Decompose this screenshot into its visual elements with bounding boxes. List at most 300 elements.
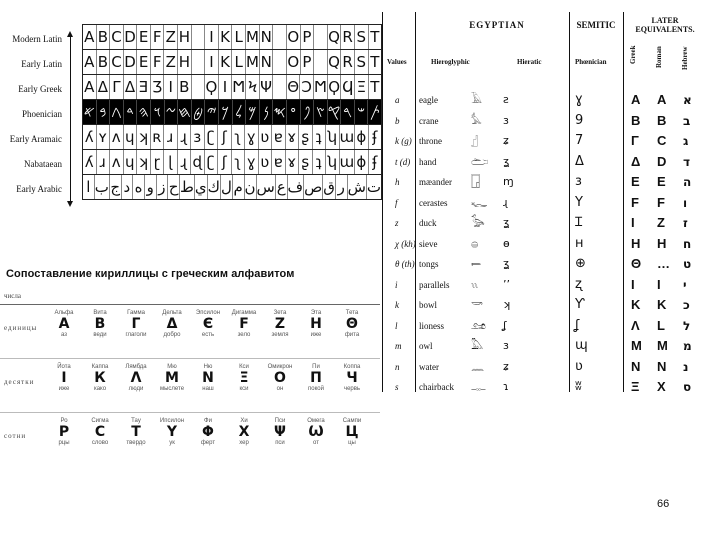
letter-cell: ɸ xyxy=(355,125,369,149)
hieroglyph: 𓐍 xyxy=(471,236,479,250)
letter-glyph: Ч xyxy=(346,370,358,386)
hieratic-sign: ɻ xyxy=(503,195,508,209)
letter-cell xyxy=(262,310,298,339)
letter-cell: T xyxy=(370,53,380,71)
letter-cell: ʋ xyxy=(259,150,273,174)
sign-name: lioness xyxy=(419,320,445,331)
phoenician-letter: ʜ xyxy=(575,235,584,251)
letter-cell: ʋ xyxy=(259,125,273,149)
table-top-rule xyxy=(0,304,380,305)
roman-letter: L xyxy=(657,317,665,333)
letter-cell: Θ xyxy=(287,75,301,99)
hebrew-letter: כ xyxy=(683,298,690,312)
letter-glyph: Т xyxy=(131,424,141,440)
letter-cell: Τ xyxy=(370,78,380,96)
sign-name: eagle xyxy=(419,95,438,105)
letter-cell: I xyxy=(205,50,219,74)
sign-name: crane xyxy=(419,115,439,126)
hieroglyph: 𓅘 xyxy=(471,113,482,127)
hieratic-sign: ƨ xyxy=(503,93,509,106)
hebrew-letter: ח xyxy=(683,236,692,251)
letter-cell: D xyxy=(124,50,138,74)
letter-cell: 𐤓 xyxy=(341,100,355,124)
slavonic-name: ук xyxy=(169,440,175,446)
letter-cell: ح xyxy=(168,175,180,199)
egyptian-row xyxy=(383,152,705,172)
letter-cell: Γ xyxy=(110,75,124,99)
letter-cell: Ϥ xyxy=(341,75,355,99)
letter-cell: ط xyxy=(180,175,195,199)
slavonic-name: пси xyxy=(275,440,285,446)
letter-cell: ك xyxy=(208,175,221,199)
phoenician-letter: Ƴ xyxy=(575,297,585,312)
letter-cell: ʇ xyxy=(313,150,327,174)
egyptian-row xyxy=(383,172,705,192)
slavonic-name: твердо xyxy=(126,440,146,446)
letter-cell: R xyxy=(341,50,355,74)
letter-cell xyxy=(190,364,226,393)
letter-glyph: Δ xyxy=(166,316,178,332)
letter-cell: Ɔ xyxy=(300,75,314,99)
script-row xyxy=(83,50,381,74)
header-hebrew: Hebrew xyxy=(681,46,689,70)
slavonic-name: люди xyxy=(128,386,144,392)
row-divider xyxy=(83,49,381,50)
value: l xyxy=(395,320,398,331)
letter-glyph: С xyxy=(94,424,106,440)
letter-cell xyxy=(314,25,328,49)
value: θ (th) xyxy=(395,259,415,269)
hieroglyph: 𓂧 xyxy=(471,154,489,168)
letter-cell: L xyxy=(232,50,246,74)
letter-cell: ʎ xyxy=(83,150,97,174)
letter-cell: 𐤒 xyxy=(328,100,342,124)
letter-cell: ت xyxy=(366,178,382,196)
letter-cell xyxy=(82,418,118,447)
letter-cell: ن xyxy=(245,175,257,199)
header-values: Values xyxy=(387,58,407,66)
letter-glyph: А xyxy=(58,316,70,332)
letter-glyph: Χ xyxy=(238,424,250,440)
greek-name: Пси xyxy=(274,418,286,424)
letter-cell: Z xyxy=(164,25,178,49)
hieratic-sign: ʞ xyxy=(503,298,511,311)
letter-cell xyxy=(226,310,262,339)
letter-cell: ي xyxy=(195,175,208,199)
letter-cell: ɭ xyxy=(164,150,178,174)
greek-letter: Θ xyxy=(631,256,642,271)
greek-name: Омикрон xyxy=(267,364,293,370)
letter-cell: A xyxy=(83,25,97,49)
egyptian-row xyxy=(383,316,705,336)
hieroglyph: 𓊨 xyxy=(471,134,478,147)
phoenician-letter: ʆ xyxy=(575,317,580,333)
letter-cell xyxy=(226,364,262,393)
letter-cell: ز xyxy=(157,175,169,199)
greek-name: Эта xyxy=(310,310,322,316)
roman-letter: … xyxy=(657,256,670,271)
hieratic-sign: ʼʼ xyxy=(503,277,510,291)
letter-cell: A xyxy=(83,75,97,99)
greek-letter: Β xyxy=(631,112,641,128)
letter-cell: ɥ xyxy=(124,150,138,174)
row-label: десятки xyxy=(4,378,35,386)
slavonic-name: иже xyxy=(58,386,70,392)
letter-cell: 𐤅 xyxy=(151,100,165,124)
greek-name: Альфа xyxy=(54,310,74,316)
letter-cell: F xyxy=(151,25,165,49)
greek-name: Мю xyxy=(167,364,177,370)
egyptian-row xyxy=(383,90,705,110)
letter-cell xyxy=(118,418,154,447)
letter-cell: K xyxy=(219,50,233,74)
letter-cell: F xyxy=(151,50,165,74)
egyptian-row xyxy=(383,357,705,377)
phoenician-letter: ɰ xyxy=(575,338,588,353)
letter-cell xyxy=(46,310,82,339)
slavonic-name: цы xyxy=(348,440,356,446)
letter-cell: Ι xyxy=(219,75,233,99)
script-row xyxy=(83,175,381,199)
letter-cell: ʞ xyxy=(137,125,151,149)
letter-cell: 𐤑 xyxy=(314,100,328,124)
egyptian-row xyxy=(383,275,705,295)
letter-cell: 𐤂 xyxy=(110,100,124,124)
sign-name: duck xyxy=(419,218,437,228)
phoenician-letter: Ɪ xyxy=(575,215,583,230)
letter-cell: ɹ xyxy=(164,125,178,149)
greek-name: Дельта xyxy=(162,310,182,316)
hebrew-letter: ו xyxy=(683,195,688,210)
hebrew-letter: ט xyxy=(683,257,692,271)
hieratic-sign: ʆ xyxy=(503,318,507,332)
letter-glyph: Φ xyxy=(202,424,214,440)
letter-cell: C xyxy=(110,25,124,49)
letter-cell: ه xyxy=(133,175,145,199)
phoenician-letter: ⊕ xyxy=(575,256,586,271)
letter-cell: ʂ xyxy=(299,125,313,149)
egyptian-row xyxy=(383,377,705,397)
letter-cell: N xyxy=(260,50,274,74)
letter-cell: O xyxy=(287,50,301,74)
letter-cell: ɜ xyxy=(191,125,205,149)
letter-glyph: Ξ xyxy=(239,370,249,386)
greek-name: Ипсилон xyxy=(159,418,185,424)
letter-cell: 𐤏 xyxy=(287,100,301,124)
letter-cell xyxy=(192,50,206,74)
header-later-equivalents: LATER EQUIVALENTS. xyxy=(635,16,695,34)
alphabet-evolution-labels xyxy=(0,14,80,194)
letter-cell: ɯ xyxy=(340,150,356,174)
greek-name: Сампи xyxy=(342,418,362,424)
slavonic-name: како xyxy=(93,386,107,392)
letter-cell: E xyxy=(137,25,151,49)
letter-cell: O xyxy=(287,25,301,49)
letter-cell xyxy=(46,418,82,447)
slavonic-name: ферт xyxy=(200,440,216,446)
greek-name: Ро xyxy=(60,418,68,424)
caption-text: Сопоставление кириллицы с греческим алфавитом xyxy=(6,268,295,280)
letter-cell: ʮ xyxy=(326,125,340,149)
egyptian-row xyxy=(383,295,705,315)
hieroglyph: 𓈖 xyxy=(471,359,485,373)
value: f xyxy=(395,197,398,208)
egyptian-row xyxy=(383,336,705,356)
letter-cell: Ʒ xyxy=(151,75,165,99)
script-label: Early Aramaic xyxy=(9,134,62,144)
value: i xyxy=(395,279,398,290)
timeline-arrow xyxy=(70,36,71,202)
script-row xyxy=(83,75,381,99)
letter-cell: ʃ xyxy=(218,150,232,174)
greek-letter: Ε xyxy=(631,174,640,189)
letter-cell xyxy=(46,364,82,393)
value: a xyxy=(395,95,400,105)
letter-glyph: Ζ xyxy=(274,316,286,332)
letter-cell: ص xyxy=(304,175,323,199)
letter-cell: ʞ xyxy=(137,150,151,174)
roman-letter: A xyxy=(657,92,667,107)
greek-name: Тета xyxy=(345,310,359,316)
roman-letter: H xyxy=(657,235,667,251)
roman-letter: F xyxy=(657,194,665,210)
egyptian-row xyxy=(383,254,705,274)
letter-cell: ɻ xyxy=(178,150,192,174)
letter-cell: 𐤍 xyxy=(260,100,274,124)
letter-cell: B xyxy=(97,25,111,49)
phoenician-letter: ʋ xyxy=(575,358,583,374)
row-divider xyxy=(83,99,381,100)
phoenician-letter: ɣ xyxy=(575,92,583,107)
sign-name: sieve xyxy=(419,238,438,249)
letter-cell: Z xyxy=(164,50,178,74)
letter-cell xyxy=(273,50,287,74)
letter-cell: ʀ xyxy=(151,125,165,149)
slavonic-name: рцы xyxy=(58,440,70,446)
letter-cell xyxy=(82,310,118,339)
letter-cell: ʗ xyxy=(205,125,219,149)
letter-cell xyxy=(190,418,226,447)
letter-cell: M xyxy=(246,50,260,74)
greek-name: Кси xyxy=(239,364,249,370)
letter-cell: Ϙ xyxy=(205,75,219,99)
letter-cell: ʇ xyxy=(313,125,327,149)
hieratic-sign: ɱ xyxy=(503,175,514,188)
phoenician-letter: ʬ xyxy=(575,379,582,394)
letter-cell: ɐ xyxy=(272,150,286,174)
roman-letter: B xyxy=(657,112,667,128)
slavonic-name: мыслете xyxy=(159,386,185,392)
letter-cell: Β xyxy=(178,75,192,99)
numbers-label: числа xyxy=(4,292,21,300)
hebrew-letter: ג xyxy=(683,134,689,148)
slavonic-name: хер xyxy=(239,440,249,446)
greek-name: Вита xyxy=(93,310,107,316)
slavonic-name: от xyxy=(313,440,319,446)
letter-cell: ɖ xyxy=(191,150,205,174)
slavonic-name: покой xyxy=(308,386,324,392)
letter-glyph: О xyxy=(274,370,286,386)
letter-cell xyxy=(298,364,334,393)
roman-letter: E xyxy=(657,174,666,189)
letter-cell: 𐤎 xyxy=(273,100,287,124)
hebrew-letter: נ xyxy=(683,359,689,374)
letter-cell: 𐤃 xyxy=(124,100,138,124)
script-row xyxy=(83,25,381,49)
letter-cell xyxy=(334,364,370,393)
letter-cell: س xyxy=(257,175,276,199)
value: t (d) xyxy=(395,156,411,167)
hieratic-sign: ɵ xyxy=(503,236,510,250)
sign-name: mæander xyxy=(419,177,452,187)
letter-cell xyxy=(82,364,118,393)
letter-glyph: М xyxy=(165,370,179,386)
row-rule xyxy=(0,358,380,359)
greek-name: Омега xyxy=(307,418,325,424)
hebrew-letter: ס xyxy=(683,380,692,394)
greek-name: Фи xyxy=(204,418,212,424)
greek-name: Йота xyxy=(57,364,71,370)
hieratic-sign: ʓ xyxy=(503,216,510,229)
hebrew-letter: י xyxy=(683,277,687,292)
sign-name: chairback xyxy=(419,382,454,392)
letter-cell xyxy=(273,25,287,49)
roman-letter: Z xyxy=(657,215,665,230)
letter-cell: 𐤔 xyxy=(355,100,369,124)
greek-letter: Λ xyxy=(631,317,640,333)
slavonic-name: иже xyxy=(310,332,322,338)
roman-letter: C xyxy=(657,133,667,148)
letter-cell: ɤ xyxy=(286,125,300,149)
letter-glyph: Υ xyxy=(166,424,178,440)
cyrillic-greek-table xyxy=(0,292,380,472)
sign-name: cerastes xyxy=(419,197,448,208)
letter-cell: ʂ xyxy=(299,150,313,174)
letter-cell: 𐤀 xyxy=(83,100,97,124)
script-row xyxy=(83,125,381,149)
letter-glyph: Р xyxy=(58,424,70,440)
header-phoenician: Phœnician xyxy=(575,58,607,66)
letter-cell: 𐤐 xyxy=(301,100,315,124)
hieratic-sign: ʓ xyxy=(503,154,510,168)
letter-cell: Ϻ xyxy=(314,75,328,99)
letter-cell: I xyxy=(205,25,219,49)
hieroglyph: 𓎡 xyxy=(471,298,483,311)
letter-cell: د xyxy=(122,175,134,199)
alphabet-evolution-table xyxy=(82,24,382,200)
letter-cell: ɣ xyxy=(245,125,259,149)
letter-cell: ɽ xyxy=(151,150,165,174)
slavonic-name: аз xyxy=(60,332,68,338)
hieratic-sign: ɜ xyxy=(503,339,509,352)
egyptian-row xyxy=(383,111,705,131)
letter-cell: S xyxy=(355,25,369,49)
letter-cell: 𐤈 xyxy=(192,100,206,124)
slavonic-name: наш xyxy=(202,386,214,392)
phoenician-letter: ɜ xyxy=(575,174,582,189)
row-divider xyxy=(83,74,381,75)
header-roman: Roman xyxy=(655,46,663,68)
letter-cell: ʎ xyxy=(83,125,97,149)
script-label: Early Latin xyxy=(21,59,62,69)
greek-name: Коппа xyxy=(343,364,361,370)
slavonic-name: есть xyxy=(201,332,215,338)
letter-cell: ɯ xyxy=(340,125,356,149)
greek-name: Гамма xyxy=(127,310,145,316)
hieratic-sign: ɿ xyxy=(503,380,509,393)
letter-cell: ʄ xyxy=(372,153,378,171)
letter-cell: N xyxy=(260,25,274,49)
roman-letter: I xyxy=(657,276,661,292)
hebrew-letter: ז xyxy=(683,216,688,230)
header-greek: Greek xyxy=(629,45,637,64)
hieroglyph: 𓆑 xyxy=(471,195,488,209)
greek-letter: Ν xyxy=(631,358,641,374)
letter-cell: ɻ xyxy=(178,125,192,149)
sign-name: bowl xyxy=(419,300,437,310)
letter-cell: ʗ xyxy=(205,150,219,174)
row-label: единицы xyxy=(4,324,38,332)
hieroglyph: 𓅭 xyxy=(471,216,485,229)
letter-cell: Q xyxy=(328,25,342,49)
letter-glyph: Λ xyxy=(130,370,142,386)
script-label: Early Greek xyxy=(18,84,62,94)
letter-cell: H xyxy=(178,25,192,49)
letter-cell: D xyxy=(124,25,138,49)
slavonic-name: зело xyxy=(237,332,251,338)
greek-letter: Ι xyxy=(631,215,635,230)
letter-glyph: Є xyxy=(202,316,214,332)
letter-cell xyxy=(192,75,206,99)
letter-cell: H xyxy=(178,50,192,74)
row-rule xyxy=(0,412,380,413)
letter-cell: 𐤊 xyxy=(219,100,233,124)
letter-cell: ش xyxy=(348,175,367,199)
letter-cell: و xyxy=(145,175,157,199)
value: k (g) xyxy=(395,136,412,146)
greek-name: Тау xyxy=(131,418,141,424)
slavonic-name: глаголи xyxy=(125,332,147,338)
script-row xyxy=(83,150,381,174)
letter-glyph: F xyxy=(239,316,249,332)
letter-cell xyxy=(154,418,190,447)
letter-cell: ʌ xyxy=(110,150,124,174)
hieratic-sign: ʓ xyxy=(503,257,510,270)
header-hieratic: Hieratic xyxy=(517,58,542,66)
slavonic-name: червь xyxy=(343,386,361,392)
phoenician-letter: 9 xyxy=(575,112,584,128)
hieroglyph: 𓍿 xyxy=(471,257,482,270)
letter-cell: Ǝ xyxy=(137,75,151,99)
slavonic-name: земля xyxy=(271,332,289,338)
greek-name: Пи xyxy=(312,364,320,370)
greek-name: Ню xyxy=(203,364,213,370)
letter-cell: ا xyxy=(83,175,95,199)
letter-cell: M xyxy=(246,25,260,49)
letter-cell: ʅ xyxy=(232,125,246,149)
script-label: Phoenician xyxy=(22,109,62,119)
letter-glyph: Н xyxy=(310,316,322,332)
value: b xyxy=(395,115,400,126)
letter-cell: B xyxy=(97,50,111,74)
header-hieroglyphic: Hieroglyphic xyxy=(431,58,470,66)
sign-name: tongs xyxy=(419,259,439,269)
greek-name: Хи xyxy=(240,418,248,424)
roman-letter: D xyxy=(657,153,667,169)
letter-cell: A xyxy=(83,50,97,74)
greek-name: Дигамма xyxy=(231,310,257,316)
script-row xyxy=(83,100,381,124)
